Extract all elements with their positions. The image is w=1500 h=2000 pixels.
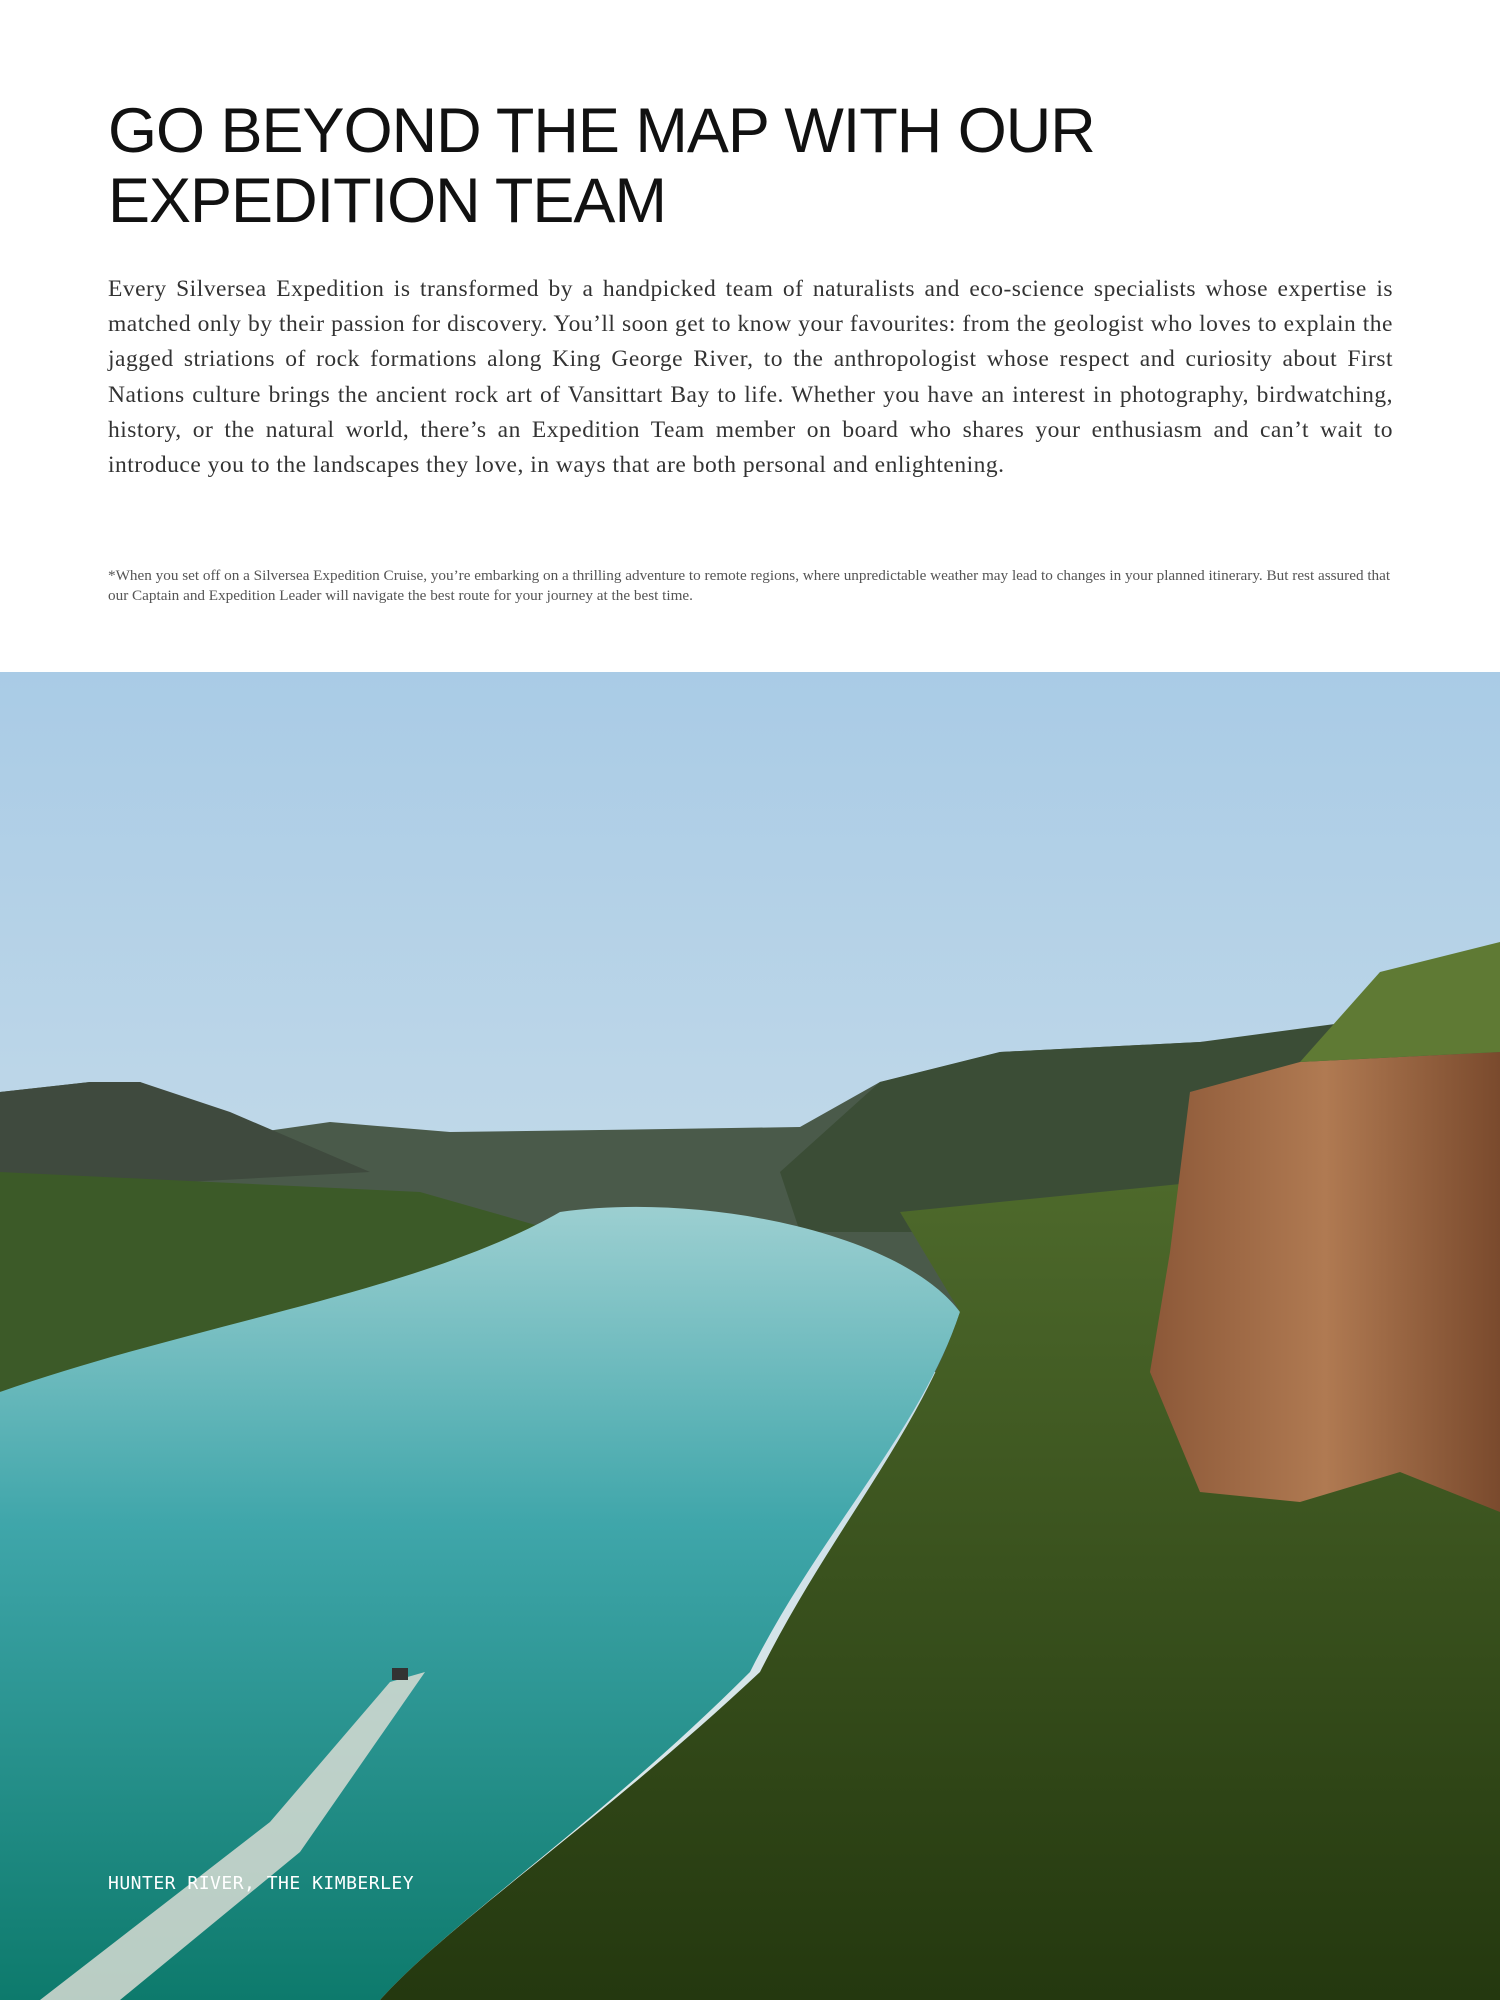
heading-line-2: EXPEDITION TEAM <box>108 166 666 236</box>
heading-line-1: GO BEYOND THE MAP WITH OUR <box>108 96 1095 166</box>
photo-caption: HUNTER RIVER, THE KIMBERLEY <box>108 1873 415 1894</box>
page-heading <box>108 96 1308 236</box>
footnote: *When you set off on a Silversea Expedition Cruise, you’re embarking on a thrilling adventure to remote regions, where unpredictable weather may lead to changes in your planned itinerary. But rest assured that our Captain and Expedition Leader will navigate the best route for your journey at the best time. <box>108 567 1391 604</box>
landscape-photo <box>0 672 1500 2000</box>
body-paragraph: Every Silversea Expedition is transformed by a handpicked team of naturalists and eco-science specialists whose expertise is matched only by their passion for discovery. You’ll soon get to know your favourites: from the geologist who loves to explain the jagged striations of rock formations along King George River, to the anthropologist whose respect and curiosity about First Nations culture brings the ancient rock art of Vansittart Bay to life. Whether you have an interest in photography, birdwatching, history, or the natural world, there’s an Expedition Team member on board who shares your enthusiasm and can’t wait to introduce you to the landscapes they love, in ways that are both personal and enlightening. <box>108 276 1393 479</box>
